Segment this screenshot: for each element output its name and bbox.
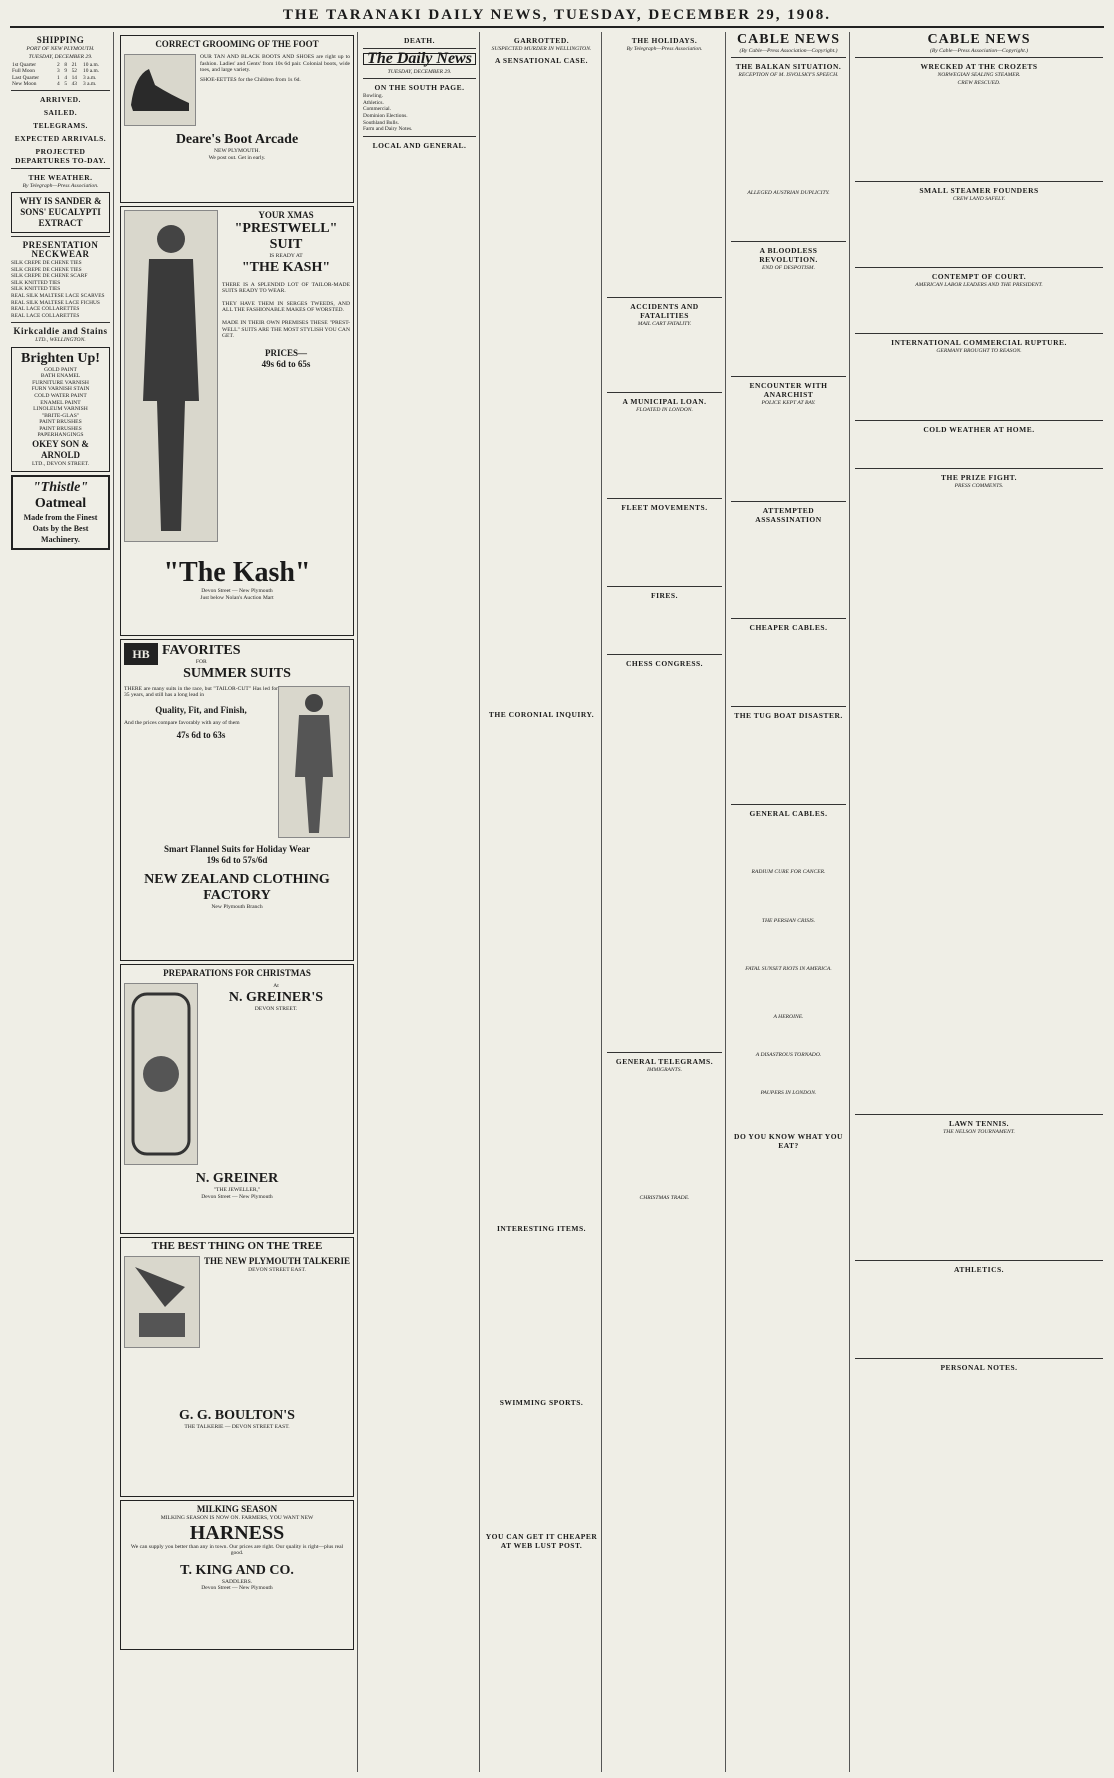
shoe-illustration <box>124 54 196 126</box>
general-telegrams-heading: GENERAL TELEGRAMS. <box>615 1057 714 1067</box>
tailor-figure-illustration <box>278 686 350 838</box>
tide-table <box>11 62 110 87</box>
thistle-ad <box>11 475 110 550</box>
greiner-tag: "THE JEWELLER," <box>213 1187 261 1193</box>
column-2 <box>117 32 358 1772</box>
favorites-text: THERE are many suits in the race, but "TAILOR-CUT" Has led for 35 years, and still has a long lead in <box>124 685 278 699</box>
list-item: COLD WATER PAINT <box>34 392 87 399</box>
list-item: SILK CREPE DE CHENE TIES <box>11 260 82 267</box>
list-item: SILK CREPE DE CHENE TIES <box>11 266 82 273</box>
kash-prices-label: PRICES— <box>264 347 307 358</box>
attempted-heading: ATTEMPTED ASSASSINATION <box>755 506 822 525</box>
sensational-heading: A SENSATIONAL CASE. <box>495 56 588 66</box>
anarchist-sub: POLICE KEPT AT BAY. <box>761 400 816 407</box>
nzcf-name: NEW ZEALAND CLOTHING FACTORY <box>144 871 330 903</box>
loan-sub: FLOATED IN LONDON. <box>636 407 693 414</box>
thistle-tagline: Made from the Finest Oats by the Best Machinery. <box>23 512 98 544</box>
column-7 <box>852 32 1106 1772</box>
small-steamer-heading: SMALL STEAMER FOUNDERS <box>919 186 1039 196</box>
boulton-sub: THE TALKERIE — DEVON STREET EAST. <box>184 1424 290 1430</box>
balkan-sub: RECEPTION OF M. ISVOLSKY'S SPEECH. <box>738 72 839 79</box>
greiner-heading: PREPARATIONS FOR CHRISTMAS <box>163 968 311 978</box>
brooch-icon <box>125 984 197 1164</box>
daily-news-logo: The Daily News <box>363 53 476 65</box>
tree-heading: THE BEST THING ON THE TREE <box>151 1240 323 1252</box>
milking-text: MILKING SEASON IS NOW ON. FARMERS, YOU WANT NEW <box>160 1515 314 1521</box>
list-item: GOLD PAINT <box>44 366 77 373</box>
christmas-trade-sub: CHRISTMAS TRADE. <box>639 1195 690 1202</box>
austrian-sub: ALLEGED AUSTRIAN DUPLICITY. <box>747 190 830 197</box>
greiner-name: N. GREINER'S <box>228 989 324 1005</box>
list-item: Southland Bulls. <box>363 119 399 126</box>
cable-news-title-2: CABLE NEWS <box>927 32 1031 47</box>
list-item: LINOLEUM VARNISH <box>33 406 88 413</box>
immigrants-sub: IMMIGRANTS. <box>647 1067 682 1074</box>
crew-saved-sub: CREW LAND SAFELY. <box>952 196 1006 203</box>
paupers-sub: PAUPERS IN LONDON. <box>760 1089 817 1096</box>
chess-heading: CHESS CONGRESS. <box>625 659 704 669</box>
oatmeal-title: Oatmeal <box>34 495 87 511</box>
list-item: SILK KNITTED TIES <box>11 286 61 293</box>
deare-shoe-line: SHOE-EETTES for the Children from 1s 6d. <box>200 76 301 83</box>
cheaper-heading: YOU CAN GET IT CHEAPER AT WEB LUST POST. <box>485 1532 598 1551</box>
athletics-heading: ATHLETICS. <box>953 1264 1005 1274</box>
bloodless-heading: A BLOODLESS REVOLUTION. <box>759 246 818 265</box>
south-page-list <box>363 93 476 133</box>
holidays-heading: THE HOLIDAYS. <box>631 36 698 45</box>
expected-heading: EXPECTED ARRIVALS. <box>14 134 107 143</box>
arrived-heading: ARRIVED. <box>40 95 81 104</box>
greiner-big: N. GREINER <box>195 1171 279 1186</box>
list-item: Dominion Elections. <box>363 112 408 119</box>
kash-suit-word: SUIT <box>269 237 303 252</box>
eucalypti-heading: WHY IS SANDER & SONS' EUCALYPTI EXTRACT <box>19 196 102 229</box>
gramophone-icon <box>125 1257 199 1347</box>
king-name: T. KING AND CO. <box>180 1562 294 1578</box>
list-item: Bowling. <box>363 93 383 100</box>
cable-news-sub-2: (By Cable—Press Association—Copyright.) <box>929 48 1029 54</box>
table-row: 1st Quarter 2 8 21 10 a.m. <box>12 62 100 69</box>
accidents-heading: ACCIDENTS AND FATALITIES <box>630 302 699 321</box>
table-row: New Moon 4 5 43 3 a.m. <box>12 80 97 87</box>
harness-ad <box>120 1500 354 1650</box>
kash-desc-3: MADE IN THEIR OWN PREMISES THESE "PREST-WELL" SUITS ARE THE MOST STYLISH YOU CAN GET. <box>222 319 350 340</box>
contempt-heading: CONTEMPT OF COURT. <box>931 272 1027 282</box>
list-item: FURNITURE VARNISH <box>32 379 89 386</box>
favorites-quality: Quality, Fit, and Finish, <box>155 704 247 715</box>
suit-figure-icon <box>125 211 217 541</box>
harness-text: We can supply you better than any in town. Our prices are right. Our quality is right—plus real good. <box>130 1543 344 1557</box>
column-5 <box>604 32 726 1772</box>
column-4 <box>482 32 602 1772</box>
prize-fight-heading: THE PRIZE FIGHT. <box>941 472 1017 482</box>
coronial-heading: THE CORONIAL INQUIRY. <box>488 710 595 720</box>
crew-rescued-sub: CREW RESCUED. <box>957 80 1001 87</box>
edition-date: TUESDAY, DECEMBER 29. <box>387 69 452 76</box>
fleet-heading: FLEET MOVEMENTS. <box>621 503 708 513</box>
sailed-heading: SAILED. <box>43 108 78 117</box>
kirkcaldie-name: Kirkcaldie and Stains <box>13 326 108 337</box>
list-item: FURN VARNISH STAIN <box>31 386 90 393</box>
wrecked-heading: WRECKED AT THE CROZETS <box>920 62 1038 72</box>
shoe-icon <box>125 55 195 125</box>
list-item: SILK CREPE DE CHENE SCARF <box>11 273 88 280</box>
favorites-ad <box>120 639 354 961</box>
weather-sub: By Telegraph—Press Association. <box>22 183 99 189</box>
favorites-for: FOR <box>195 659 207 665</box>
tides-heading: TUESDAY, DECEMBER 29. <box>28 54 93 61</box>
fatal-sub: FATAL SUNSET RIOTS IN AMERICA. <box>745 965 832 972</box>
swimming-heading: SWIMMING SPORTS. <box>499 1398 584 1408</box>
greiner-street: DEVON STREET. <box>254 1005 298 1012</box>
cold-weather-heading: COLD WEATHER AT HOME. <box>923 424 1035 434</box>
garrotted-sub: SUSPECTED MURDER IN WELLINGTON. <box>491 46 592 52</box>
phonograph-illustration <box>124 1256 200 1348</box>
local-general-heading: LOCAL AND GENERAL. <box>372 140 467 150</box>
list-item: REAL SILK MALTESE LACE SCARVES <box>11 293 105 300</box>
favorites-summer: SUMMER SUITS <box>183 665 291 681</box>
boulton-name: G. G. BOULTON'S <box>179 1408 295 1423</box>
harness-title: HARNESS <box>189 1521 285 1544</box>
list-item: Athletics. <box>363 99 384 106</box>
walking-man-icon <box>279 687 349 837</box>
masthead: THE TARANAKI DAILY NEWS, TUESDAY, DECEMBER 29, 1908. <box>10 4 1104 28</box>
despotism-sub: END OF DESPOTISM. <box>762 265 815 272</box>
balkan-heading: THE BALKAN SITUATION. <box>735 62 842 72</box>
nzcf-branch: New Plymouth Branch <box>211 903 263 910</box>
column-3 <box>360 32 480 1772</box>
talkerie-name: THE NEW PLYMOUTH TALKERIE <box>204 1256 350 1266</box>
neckwear-list <box>11 260 110 319</box>
port-line: PORT OF NEW PLYMOUTH. <box>26 46 95 52</box>
kirkcaldie-sub: LTD., WELLINGTON. <box>35 337 86 344</box>
wrecked-sub: NORWEGIAN SEALING STEAMER. <box>937 72 1021 79</box>
list-item: REAL LACE COLLARETTES <box>11 312 80 319</box>
paint-ad <box>11 347 110 472</box>
greiner-at: At <box>273 983 279 989</box>
list-item: BATH ENAMEL <box>40 373 81 380</box>
list-item: ENAMEL PAINT <box>40 399 81 406</box>
south-page-heading: ON THE SOUTH PAGE. <box>374 83 465 93</box>
deare-title: CORRECT GROOMING OF THE FOOT <box>155 39 319 49</box>
rupture-heading: INTERNATIONAL COMMERCIAL RUPTURE. <box>891 338 1067 348</box>
anarchist-heading: ENCOUNTER WITH ANARCHIST <box>749 381 828 400</box>
brighten-heading: Brighten Up! <box>21 350 100 366</box>
king-sub: SADDLERS. <box>221 1578 253 1585</box>
talkerie-ad <box>120 1237 354 1497</box>
death-heading: DEATH. <box>404 36 435 45</box>
jewellery-illustration <box>124 983 198 1165</box>
kash-lead: YOUR XMAS <box>258 210 314 220</box>
favorites-prices: And the prices compare favorably with any of them <box>124 719 240 726</box>
list-item: SILK KNITTED TIES <box>11 279 61 286</box>
kash-price-range: 49s 6d to 65s <box>261 358 311 369</box>
kash-name: "THE KASH" <box>241 259 331 275</box>
neckwear-heading: PRESENTATION NECKWEAR <box>22 240 99 260</box>
list-item: PAINT BRUSHES <box>39 425 82 432</box>
deare-name: Deare's Boot Arcade <box>175 132 299 147</box>
eucalypti-ad <box>11 192 110 233</box>
list-item: PAINT BRUSHES <box>39 419 82 426</box>
king-address: Devon Street — New Plymouth <box>201 1585 273 1592</box>
rupture-sub: GERMANY BROUGHT TO REASON. <box>936 348 1022 355</box>
list-item: PAPERHANGINGS <box>37 432 84 439</box>
talkerie-street: DEVON STREET EAST. <box>248 1267 306 1273</box>
hb-logo: HB <box>124 643 158 665</box>
tug-heading: THE TUG BOAT DISASTER. <box>734 711 843 721</box>
interesting-heading: INTERESTING ITEMS. <box>496 1224 587 1234</box>
contempt-sub: AMERICAN LABOR LEADERS AND THE PRESIDENT. <box>915 282 1043 289</box>
kash-desc: THERE IS A SPLENDID LOT OF TAILOR-MADE SUITS READY TO WEAR. <box>222 281 350 295</box>
kash-street: Devon Street — New Plymouth <box>201 588 273 594</box>
favorites-range: 47s 6d to 63s <box>176 730 226 741</box>
holidays-sub: By Telegraph—Press Association. <box>626 46 703 52</box>
kash-big-name: "The Kash" <box>163 557 311 588</box>
kash-near: Just below Nolan's Auction Mart <box>200 594 274 601</box>
okey-sub: LTD., DEVON STREET. <box>31 461 90 468</box>
radium-sub: RADIUM CURE FOR CANCER. <box>751 869 826 876</box>
weather-heading: THE WEATHER. <box>28 173 93 182</box>
tornado-sub: A DISASTROUS TORNADO. <box>755 1051 822 1058</box>
kash-suit-name: "PRESTWELL" <box>234 221 338 236</box>
heroine-sub: A HEROINE. <box>773 1013 804 1020</box>
do-you-know-heading: DO YOU KNOW WHAT YOU EAT? <box>734 1132 843 1151</box>
garrotted-heading: GARROTTED. <box>513 36 570 45</box>
general-cables-heading: GENERAL CABLES. <box>749 809 828 819</box>
okey-name: OKEY SON & ARNOLD <box>32 439 89 461</box>
cable-news-sub: (By Cable—Press Association—Copyright.) <box>739 48 838 54</box>
greiner-ad <box>120 964 354 1234</box>
list-item: Farm and Dairy Notes. <box>363 126 413 133</box>
deare-place: NEW PLYMOUTH. <box>214 148 260 154</box>
fires-heading: FIRES. <box>651 591 678 601</box>
prize-fight-sub: PRESS COMMENTS. <box>954 482 1004 489</box>
kash-ad <box>120 206 354 636</box>
thistle-title: "Thistle" <box>32 479 89 495</box>
flannel-range: 19s 6d to 57s/6d <box>206 854 268 865</box>
flannel-line: Smart Flannel Suits for Holiday Wear <box>164 843 310 854</box>
persian-sub: THE PERSIAN CRISIS. <box>761 917 816 924</box>
cable-news-title: CABLE NEWS <box>737 32 840 47</box>
list-item: "BRITE-GLAS" <box>41 412 80 419</box>
cheaper-cables-heading: CHEAPER CABLES. <box>749 623 828 633</box>
list-item: Commercial. <box>363 106 391 113</box>
telegrams-heading: TELEGRAMS. <box>33 121 88 130</box>
favorites-title: FAVORITES <box>162 643 241 658</box>
deare-text: OUR TAN AND BLACK BOOTS AND SHOES are right up to fashion. Ladies' and Gents' from 10s 6d pair. Colonial boots, wide toes, and large variety. <box>200 54 350 74</box>
personal-notes-heading: PERSONAL NOTES. <box>940 1362 1018 1372</box>
loan-heading: A MUNICIPAL LOAN. <box>622 397 707 407</box>
column-1 <box>8 32 114 1772</box>
list-item: REAL LACE COLLARETTES <box>11 306 80 313</box>
lawn-tennis-heading: LAWN TENNIS. <box>948 1118 1010 1128</box>
kash-desc-2: THEY HAVE THEM IN SERGES TWEEDS, AND ALL THE FASHIONABLE MAKES OF WORSTED. <box>222 300 350 314</box>
greiner-address: Devon Street — New Plymouth <box>201 1193 273 1200</box>
table-row: Full Moon 3 9 52 10 a.m. <box>12 68 100 75</box>
lawn-tennis-sub: THE NELSON TOURNAMENT. <box>943 1128 1015 1135</box>
column-6 <box>728 32 850 1772</box>
kash-ready: IS READY AT <box>269 253 303 259</box>
milking-heading: MILKING SEASON <box>196 1504 278 1514</box>
shipping-heading: SHIPPING <box>36 35 85 45</box>
accidents-sub: MAIL CART FATALITY. <box>637 321 692 328</box>
deare-ad <box>120 35 354 203</box>
table-row: Last Quarter 1 4 14 3 a.m. <box>12 74 97 81</box>
man-in-suit-illustration <box>124 210 218 542</box>
departures-heading: PROJECTED DEPARTURES TO-DAY. <box>15 147 106 165</box>
deare-motto: We post out. Get in early. <box>208 154 266 161</box>
list-item: REAL SILK MALTESE LACE FICHUS <box>11 299 100 306</box>
